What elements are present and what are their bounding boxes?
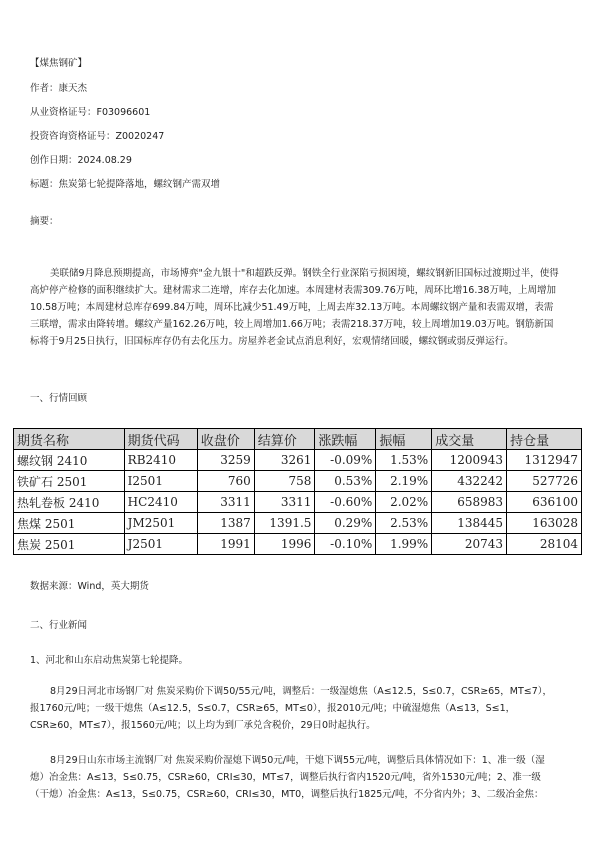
table-row [14, 471, 582, 492]
futures-quotes-table [13, 428, 582, 555]
cell-code: J2501 [124, 534, 197, 555]
cell-settle: 758 [254, 471, 315, 492]
column-header: 成交量 [432, 429, 507, 450]
summary-paragraph [30, 265, 590, 350]
license-line: 从业资格证号：F03096601 [30, 107, 151, 118]
section-heading-industry-news: 二、行业新闻 [30, 620, 88, 631]
cell-volume: 138445 [432, 513, 507, 534]
cell-open-interest: 28104 [507, 534, 582, 555]
cell-change: 0.29% [315, 513, 376, 534]
cell-settle: 1391.5 [254, 513, 315, 534]
column-header: 振幅 [376, 429, 432, 450]
cell-amplitude: 1.99% [376, 534, 432, 555]
cell-name: 焦炭 2501 [14, 534, 125, 555]
cell-name: 铁矿石 2501 [14, 471, 125, 492]
summary-line: 10.58万吨；本周建材总库存699.84万吨，周环比减少51.49万吨，上周去库32.13万吨。本周螺纹钢产量和表需双增，表需 [30, 302, 554, 313]
advisory-license-line: 投资咨询资格证号：Z0020247 [30, 131, 165, 142]
column-header: 收盘价 [197, 429, 254, 450]
column-header: 涨跌幅 [315, 429, 376, 450]
cell-volume: 432242 [432, 471, 507, 492]
news-paragraph [30, 752, 590, 803]
cell-open-interest: 163028 [507, 513, 582, 534]
news-line: （干熄）冶金焦：A≤13，S≤0.75，CSR≥60，CRI≤30，MT0，调整后执行1825元/吨，不分省内外；3、二级冶金焦： [30, 789, 544, 800]
cell-change: -0.60% [315, 492, 376, 513]
cell-change: -0.10% [315, 534, 376, 555]
table-row [14, 513, 582, 534]
cell-code: JM2501 [124, 513, 197, 534]
summary-line: 美联储9月降息预期提高，市场博弈"金九银十"和超跌反弹。钢铁全行业深陷亏损困境，螺纹钢新旧国标过渡期过半，使得 [50, 268, 559, 279]
cell-open-interest: 1312947 [507, 450, 582, 471]
column-header: 结算价 [254, 429, 315, 450]
table-header-row [14, 429, 582, 450]
cell-code: HC2410 [124, 492, 197, 513]
table-row [14, 450, 582, 471]
cell-change: 0.53% [315, 471, 376, 492]
data-source-note: 数据来源：Wind，英大期货 [30, 581, 149, 592]
cell-settle: 1996 [254, 534, 315, 555]
cell-name: 焦煤 2501 [14, 513, 125, 534]
title-line: 标题：焦炭第七轮提降落地，螺纹钢产需双增 [30, 179, 221, 190]
date-line: 创作日期：2024.08.29 [30, 155, 132, 166]
news-line: 熄）冶金焦：A≤13，S≤0.75，CSR≥60，CRI≤30，MT≤7，调整后执行省内1520元/吨，省外1530元/吨；2、准一级 [30, 772, 541, 783]
cell-close: 760 [197, 471, 254, 492]
table-row [14, 492, 582, 513]
category-tag: 【煤焦钢矿】 [30, 58, 88, 69]
cell-amplitude: 2.02% [376, 492, 432, 513]
cell-name: 热轧卷板 2410 [14, 492, 125, 513]
table-row [14, 534, 582, 555]
news-line: CSR≥60，MT≤7），报1560元/吨；以上均为到厂承兑含税价，29日0时起执行。 [30, 720, 376, 731]
cell-change: -0.09% [315, 450, 376, 471]
summary-line: 标将于9月25日执行，旧国标库存仍有去化压力。房屋养老金试点消息利好，宏观情绪回暖，螺纹钢或弱反弹运行。 [30, 336, 514, 347]
cell-open-interest: 527726 [507, 471, 582, 492]
column-header: 期货名称 [14, 429, 125, 450]
news-line: 报1760元/吨；一级干熄焦（A≤12.5，S≤0.7，CSR≥65，MT≤0），报2010元/吨；中硫湿熄焦（A≤13，S≤1， [30, 703, 516, 714]
section-heading-market-review: 一、行情回顾 [30, 393, 88, 404]
cell-amplitude: 2.19% [376, 471, 432, 492]
news-line: 8月29日山东市场主流钢厂对 焦炭采购价湿熄下调50元/吨，干熄下调55元/吨，调整后具体情况如下：1、准一级（湿 [50, 755, 545, 766]
cell-code: RB2410 [124, 450, 197, 471]
cell-close: 1991 [197, 534, 254, 555]
news-paragraph [30, 683, 590, 734]
author-line: 作者：康天杰 [30, 83, 88, 94]
cell-settle: 3261 [254, 450, 315, 471]
cell-settle: 3311 [254, 492, 315, 513]
summary-line: 高炉停产检修的面积继续扩大。建材需求二连增，库存去化加速。本周建材表需309.76万吨，周环比增16.38万吨，上周增加 [30, 285, 556, 296]
cell-close: 1387 [197, 513, 254, 534]
cell-amplitude: 2.53% [376, 513, 432, 534]
column-header: 持仓量 [507, 429, 582, 450]
cell-code: I2501 [124, 471, 197, 492]
cell-volume: 20743 [432, 534, 507, 555]
news-line: 8月29日河北市场钢厂对 焦炭采购价下调50/55元/吨，调整后：一级湿熄焦（A≤12.5，S≤0.7，CSR≥65，MT≤7）， [50, 686, 553, 697]
column-header: 期货代码 [124, 429, 197, 450]
cell-close: 3311 [197, 492, 254, 513]
cell-volume: 1200943 [432, 450, 507, 471]
cell-volume: 658983 [432, 492, 507, 513]
news-item-title: 1、河北和山东启动焦炭第七轮提降。 [30, 655, 189, 666]
cell-amplitude: 1.53% [376, 450, 432, 471]
cell-name: 螺纹钢 2410 [14, 450, 125, 471]
summary-line: 三联增，需求由降转增。螺纹产量162.26万吨，较上周增加1.66万吨；表需218.37万吨，较上周增加19.03万吨。钢筋新国 [30, 319, 554, 330]
abstract-label: 摘要： [30, 216, 59, 227]
cell-open-interest: 636100 [507, 492, 582, 513]
cell-close: 3259 [197, 450, 254, 471]
